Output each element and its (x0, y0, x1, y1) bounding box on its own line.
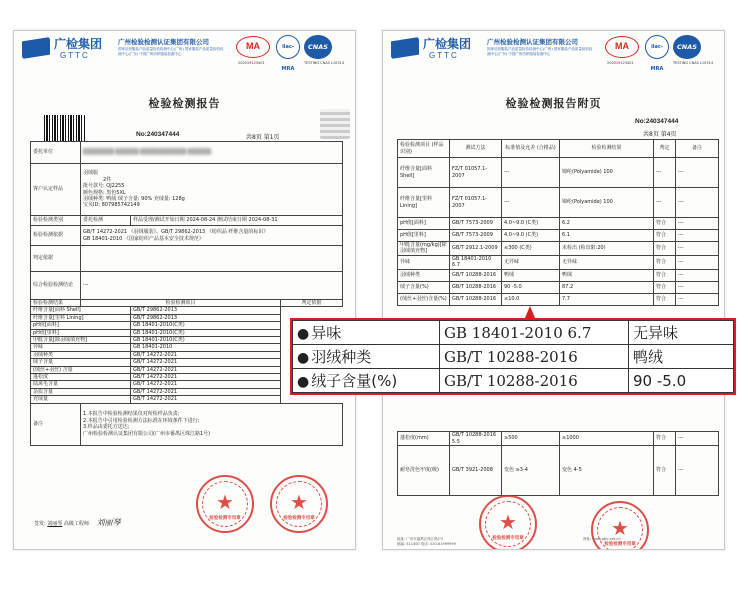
conclusion-label: 综合检验检测结论 (31, 272, 81, 300)
table-cell: GB/T 3921-2008 (450, 446, 502, 496)
cnas-caption: TESTING CNAS L10314 (673, 61, 714, 65)
report-number: No:240347444 (635, 118, 679, 125)
zoom-callout (290, 318, 736, 395)
sample-label: 客户认定样品 (31, 164, 81, 216)
cma-caption: 202019123401 (238, 61, 265, 65)
table-cell: 符合 (654, 293, 676, 305)
page-number: 共8页 第1页 (246, 134, 280, 141)
table-cell: 未检出 (检出限:20) (560, 242, 654, 256)
sample-lines: 羽绒服 2件 批号款号: QJ2255 颜色规格: 黑色5XL 羽绒种类: 鸭绒 绒子含量: 90% 充绒量: 128g 宝贝ID: 807985742149 (81, 164, 343, 216)
test-dates: 样品受理/测试开始日期 2024-08-24 测试结束日期 2024-08-31 (131, 216, 343, 226)
callout-row (293, 369, 734, 393)
report-main-table (30, 141, 343, 446)
col-remark: 备注 (676, 140, 719, 158)
table-row (398, 242, 719, 256)
result-basis: GB 18401-2010 (131, 344, 281, 351)
table-cell: 锦纶(Polyamide) 100 (560, 158, 654, 188)
table-cell: ≥500 (502, 432, 560, 446)
table-cell: 4.0~9.0 (C类) (502, 218, 560, 230)
result-item: 羽绒种类 (31, 351, 131, 358)
callout-item (293, 321, 440, 345)
result-item: 杂质含量 (31, 388, 131, 395)
table-cell: --- (502, 158, 560, 188)
result-basis: GB/T 14272-2021 (131, 388, 281, 395)
result-basis: GB/T 14272-2021 (131, 359, 281, 366)
table-cell: 符合 (654, 218, 676, 230)
bullet-icon: ● (297, 326, 310, 342)
table-cell: GB/T 10288-2016 (450, 269, 502, 281)
basis-lines: GB/T 14272-2021 《羽绒服装》、GB/T 29862-2013 《纺织品 纤维含量的标识》 GB 18401-2010 《国家纺织产品基本安全技术规范》 (81, 226, 343, 246)
table-cell: 变色 ≥3-4 (502, 446, 560, 496)
callout-value: 鸭绒 (629, 345, 734, 369)
callout-item-label: 异味 (311, 324, 342, 342)
result-label: 检验检测结果 (31, 300, 81, 307)
table-cell: --- (676, 281, 719, 293)
judge-label: 判定依据 (31, 246, 81, 272)
cma-caption: 202019123401 (607, 61, 634, 65)
table-cell: 纤维含量[面料 Shell] (398, 158, 450, 188)
remark-lines: 1.本报告中检验检测结果仅对所检样品负责; 2.本报告中引用检验检测方法标准在环境条件下进行; 3.样品由委托方送达; 广州检验检测认证集团有限公司(广州市番禺区珠江路1号) (81, 403, 343, 445)
logo-chinese: 广检集团 (423, 37, 472, 51)
cma-badge-icon: MA (605, 36, 639, 58)
table-row (398, 230, 719, 242)
callout-method: GB 18401-2010 6.7 (440, 321, 629, 345)
table-row (398, 293, 719, 305)
table-cell: --- (676, 242, 719, 256)
appendix-header-row (398, 140, 719, 158)
table-cell: GB/T 10288-2016 (450, 281, 502, 293)
report-number: No:240347444 (136, 131, 180, 138)
table-cell: --- (676, 188, 719, 218)
table-cell: 符合 (654, 446, 676, 496)
table-cell: 纤维含量[里料 Lining] (398, 188, 450, 218)
stamp-icon: ★ 检验检测专用章 (591, 501, 649, 550)
table-cell: 符合 (654, 269, 676, 281)
result-item: pH值[里料] (31, 329, 131, 336)
table-row (398, 218, 719, 230)
table-cell: 耐皂洗色牢度(级) (398, 446, 450, 496)
result-item: 充绒量 (31, 396, 131, 403)
page-title: 检验检测报告 (148, 97, 221, 110)
ilac-badge-icon: ilac-MRA (276, 35, 300, 59)
type-label: 检验检测类别 (31, 216, 81, 226)
table-cell: 鸭绒 (502, 269, 560, 281)
callout-item (293, 345, 440, 369)
table-cell: --- (676, 293, 719, 305)
table-row (398, 446, 719, 496)
table-cell: GB 18401-2010 6.7 (450, 255, 502, 269)
table-cell: 异味 (398, 255, 450, 269)
table-cell: 符合 (654, 281, 676, 293)
table-cell: ≥1000 (560, 432, 654, 446)
result-basis: GB/T 14272-2021 (131, 374, 281, 381)
table-cell: GB/T 10288-2016 5.5 (450, 432, 502, 446)
table-cell: 羽绒种类 (398, 269, 450, 281)
table-cell: FZ/T 01057.1-2007 (450, 188, 502, 218)
bullet-icon: ● (297, 374, 310, 390)
logo-english: GTTC (60, 51, 90, 60)
table-cell: 变色 4-5 (560, 446, 654, 496)
table-cell: 87.2 (560, 281, 654, 293)
table-cell: FZ/T 01057.1-2007 (450, 158, 502, 188)
table-cell: 蓬松度(mm) (398, 432, 450, 446)
callout-row (293, 345, 734, 369)
col-result: 检验检测结果 (560, 140, 654, 158)
table-cell: pH值[面料] (398, 218, 450, 230)
table-cell: 符合 (654, 255, 676, 269)
stamp-icon: ★ 检验检测专用章 (270, 475, 328, 533)
footer-contact: 邮编: 511400 电话: 020-61999999 (397, 542, 456, 546)
table-row (398, 432, 719, 446)
qr-code-icon (320, 109, 350, 139)
ilac-badge-icon: ilac-MRA (645, 35, 669, 59)
table-row (31, 307, 343, 314)
col-item: 检验检测项目 (样品识别) (398, 140, 450, 158)
callout-item-label: 绒子含量(%) (311, 372, 398, 390)
client-label: 委托单位 (31, 142, 81, 164)
result-item: 纤维含量[里料 Lining] (31, 314, 131, 321)
result-item: 绒子含量 (31, 359, 131, 366)
result-basis: GB 18401-2010(C类) (131, 337, 281, 344)
gttc-logo-icon (391, 37, 419, 59)
table-cell: (绒丝+羽丝)含量(%) (398, 293, 450, 305)
result-basis: GB/T 29862-2013 (131, 314, 281, 321)
result-basis: GB/T 29862-2013 (131, 307, 281, 314)
basis-label: 检验检测依据 (31, 226, 81, 246)
table-cell: --- (676, 446, 719, 496)
table-cell: --- (676, 218, 719, 230)
result-item: (绒丝+羽丝) 含量 (31, 366, 131, 373)
table-cell: --- (676, 269, 719, 281)
col-judge: 判定 (654, 140, 676, 158)
table-cell: 鸭绒 (560, 269, 654, 281)
stamp-icon: ★ 检验检测专用章 (196, 475, 254, 533)
table-cell: GB/T 10288-2016 (450, 293, 502, 305)
result-item: 陆禽毛含量 (31, 381, 131, 388)
cma-badge-icon: MA (236, 36, 270, 58)
org-name: 广州检验检测认证集团有限公司 (487, 38, 578, 46)
table-cell: 符合 (654, 230, 676, 242)
result-head-item: 检验检测项目 (81, 300, 281, 307)
table-cell: 4.0~9.0 (C类) (502, 230, 560, 242)
result-item: 异味 (31, 344, 131, 351)
table-cell: --- (654, 158, 676, 188)
result-basis: GB/T 14272-2021 (131, 366, 281, 373)
report-header (14, 31, 355, 73)
table-cell: 符合 (654, 432, 676, 446)
table-cell: 无异味 (560, 255, 654, 269)
cnas-badge-icon: CNAS (304, 35, 332, 59)
result-basis: GB/T 14272-2021 (131, 381, 281, 388)
org-name: 广州检验检测认证集团有限公司 (118, 38, 209, 46)
table-cell: 无异味 (502, 255, 560, 269)
report-header (383, 31, 724, 73)
table-cell: 甲醛含量(mg/kg)[除羽绒填充物] (398, 242, 450, 256)
callout-value: 无异味 (629, 321, 734, 345)
logo-chinese: 广检集团 (54, 37, 103, 51)
table-cell: GB/T 7573-2009 (450, 230, 502, 242)
table-cell: 90 -5.0 (502, 281, 560, 293)
appendix-table (397, 139, 719, 306)
table-cell: 锦纶(Polyamide) 100 (560, 188, 654, 218)
table-row (31, 396, 343, 403)
table-cell: 7.7 (560, 293, 654, 305)
page-title: 检验检测报告附页 (505, 97, 602, 110)
report-page-right (382, 30, 725, 550)
col-standard: 标准值及允差 (合格品) (502, 140, 560, 158)
callout-method: GB/T 10288-2016 (440, 345, 629, 369)
result-basis: GB 18401-2010(C类) (131, 329, 281, 336)
signer: 签发: 刘丽琴 高级工程师 刘丽琴 (34, 518, 121, 527)
result-basis: GB/T 14272-2021 (131, 396, 281, 403)
result-item: 甲醛含量[除羽绒填充物] (31, 337, 131, 344)
table-cell: ≤300 (C类) (502, 242, 560, 256)
result-basis: GB/T 14272-2021 (131, 351, 281, 358)
org-subtitle: 国家纺织服装产品质量检验检测中心(广州) 国家服装产品质量检验检测中心(广东) 中国广州纺织服装检测中心 (487, 47, 593, 56)
page-number: 共8页 第4页 (643, 131, 677, 138)
callout-item (293, 369, 440, 393)
callout-row (293, 321, 734, 345)
report-page-left (13, 30, 356, 550)
table-cell: 符合 (654, 242, 676, 256)
result-basis: GB 18401-2010(C类) (131, 322, 281, 329)
gttc-logo-icon (22, 37, 50, 59)
table-row (398, 188, 719, 218)
callout-method: GB/T 10288-2016 (440, 369, 629, 393)
callout-value: 90 -5.0 (629, 369, 734, 393)
col-method: 测试方法 (450, 140, 502, 158)
cnas-caption: TESTING CNAS L10314 (304, 61, 345, 65)
table-cell: --- (676, 432, 719, 446)
footer-address: 地址: 广州市番禺区珠江路1号 (397, 537, 444, 541)
type-value: 委托检测 (81, 216, 131, 226)
result-item: 蓬松度 (31, 374, 131, 381)
table-cell: 绒子含量(%) (398, 281, 450, 293)
result-item: 纤维含量[面料 Shell] (31, 307, 131, 314)
table-row (398, 255, 719, 269)
table-cell: ≤10.0 (502, 293, 560, 305)
table-row (398, 269, 719, 281)
table-row (398, 158, 719, 188)
stamp-icon: ★ 检验检测专用章 (479, 495, 537, 550)
callout-arrow-icon (525, 306, 535, 318)
cnas-badge-icon: CNAS (673, 35, 701, 59)
result-item: pH值[面料] (31, 322, 131, 329)
barcode-icon (44, 115, 86, 141)
logo-english: GTTC (429, 51, 459, 60)
org-subtitle: 国家纺织服装产品质量检验检测中心(广州) 国家服装产品质量检验检测中心(广东) 中国广州纺织服装检测中心 (118, 47, 224, 56)
table-cell: GB/T 7573-2009 (450, 218, 502, 230)
table-cell: GB/T 2912.1-2009 (450, 242, 502, 256)
footer-website: 网址: www.gttc.net.cn (583, 537, 621, 541)
table-cell: --- (676, 158, 719, 188)
table-cell: --- (676, 255, 719, 269)
result-head-basis: 判定依据 (281, 300, 343, 307)
appendix-table-lower (397, 431, 719, 496)
client-value: ████████ ██████ ████████████ ██████ (81, 142, 343, 164)
table-cell: 6.1 (560, 230, 654, 242)
bullet-icon: ● (297, 350, 310, 366)
table-cell: --- (654, 188, 676, 218)
table-cell: --- (502, 188, 560, 218)
table-cell: pH值[里料] (398, 230, 450, 242)
table-row (398, 281, 719, 293)
table-cell: 6.2 (560, 218, 654, 230)
callout-item-label: 羽绒种类 (311, 348, 372, 366)
conclusion-value: --- (81, 272, 343, 300)
table-cell: --- (676, 230, 719, 242)
remark-label: 备注 (31, 403, 81, 445)
